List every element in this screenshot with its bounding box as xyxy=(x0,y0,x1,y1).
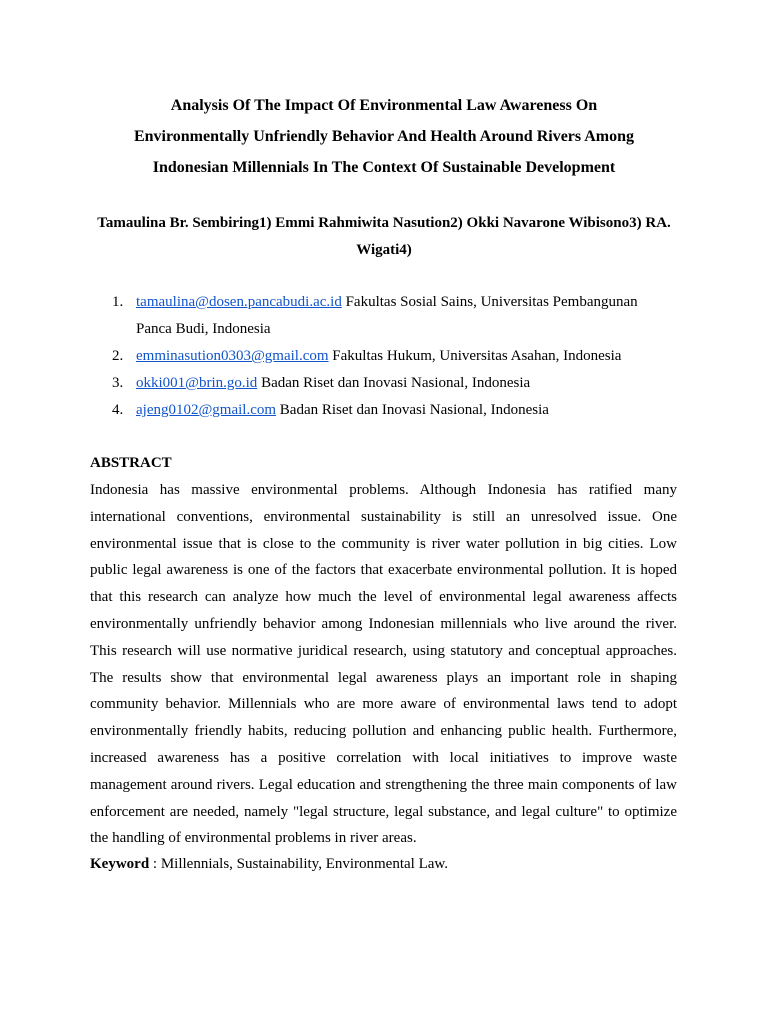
title-line: Environmentally Unfriendly Behavior And Health Around Rivers Among xyxy=(133,128,635,145)
list-number: 1. xyxy=(112,294,124,310)
list-number: 4. xyxy=(112,402,124,418)
abstract-line: community behavior. Millennials who are more aware of environmental laws tend to adopt xyxy=(90,696,677,713)
abstract-line: international conventions, environmental sustainability is still an unresolved issue. One xyxy=(90,508,677,525)
abstract-line: environmentally friendly habits, reducing pollution and enhancing public health. Furthermore, xyxy=(90,723,677,740)
paper-title xyxy=(90,90,678,183)
affiliation-item xyxy=(112,343,682,370)
email-link[interactable]: okki001@brin.go.id xyxy=(136,375,258,391)
email-link[interactable]: emminasution0303@gmail.com xyxy=(136,348,329,364)
affiliation-item xyxy=(112,289,682,343)
affiliation-text: Badan Riset dan Inovasi Nasional, Indonesia xyxy=(276,402,549,418)
keyword-text: : Millennials, Sustainability, Environmental Law. xyxy=(149,856,449,872)
affiliation-list xyxy=(112,289,682,424)
affiliation-text: Badan Riset dan Inovasi Nasional, Indonesia xyxy=(257,375,531,391)
affiliation-item xyxy=(112,397,682,424)
abstract-line: public legal awareness is one of the factors that exacerbate environmental pollution. It is hoped xyxy=(90,562,677,579)
author-line: Wigati4) xyxy=(356,242,412,258)
abstract-line: This research will use normative juridical research, using statutory and conceptual approaches. xyxy=(90,642,677,659)
abstract-line: Indonesia has massive environmental problems. Although Indonesia has ratified many xyxy=(90,482,677,498)
author-line: Tamaulina Br. Sembiring1) Emmi Rahmiwita Nasution2) Okki Navarone Wibisono3) RA. xyxy=(97,215,671,231)
affiliation-line xyxy=(136,397,682,424)
email-link[interactable]: tamaulina@dosen.pancabudi.ac.id xyxy=(136,294,342,310)
list-number: 2. xyxy=(112,348,124,364)
title-line: Indonesian Millennials In The Context Of Sustainable Development xyxy=(152,159,616,176)
abstract-heading: ABSTRACT xyxy=(90,455,172,471)
affiliation-text: Fakultas Hukum, Universitas Asahan, Indonesia xyxy=(328,348,622,364)
author-list xyxy=(90,210,678,264)
abstract-line: increased awareness has a positive correlation with local initiatives to improve waste xyxy=(90,749,677,766)
abstract-line: environmental issue that is close to the community is river water pollution in big cities. Low xyxy=(90,535,677,552)
abstract-line: management around rivers. Legal education and strengthening the three main components of law xyxy=(90,776,677,793)
affiliation-text: Panca Budi, Indonesia xyxy=(136,321,271,337)
keywords xyxy=(90,851,448,878)
keyword-label: Keyword xyxy=(90,856,150,872)
abstract-line: The results show that environmental legal awareness plays an important role in shaping xyxy=(90,669,677,686)
affiliation-line xyxy=(136,370,682,397)
abstract-line: the handling of environmental problems in river areas. xyxy=(90,830,417,847)
title-line: Analysis Of The Impact Of Environmental Law Awareness On xyxy=(170,97,598,114)
abstract-body xyxy=(90,477,677,852)
list-number: 3. xyxy=(112,375,124,391)
abstract-line: that this research can analyze how much the level of environmental legal awareness affects xyxy=(90,589,677,606)
abstract-line: environmentally unfriendly behavior among Indonesian millennials who live around the river. xyxy=(90,615,677,632)
email-link[interactable]: ajeng0102@gmail.com xyxy=(136,402,277,418)
affiliation-line xyxy=(136,289,682,316)
affiliation-line xyxy=(136,343,682,370)
affiliation-item xyxy=(112,370,682,397)
abstract-line: enforcement are needed, namely "legal structure, legal substance, and legal culture" to optimize xyxy=(90,803,677,820)
affiliation-text: Fakultas Sosial Sains, Universitas Pembangunan xyxy=(341,294,638,310)
